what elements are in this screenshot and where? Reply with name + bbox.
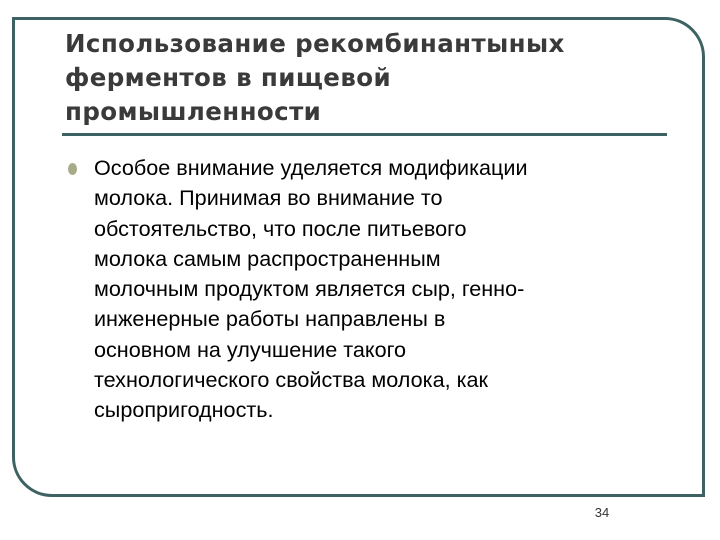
body-line: молока. Принимая во внимание то — [94, 185, 443, 211]
title-line: Использование рекомбинантыных — [65, 29, 565, 58]
title-divider — [62, 133, 667, 136]
body-line: молочным продуктом является сыр, генно- — [94, 276, 525, 302]
body-line: основном на улучшение такого — [94, 336, 406, 362]
page-number: 34 — [594, 505, 610, 520]
body-line: инженерные работы направлены в — [94, 306, 446, 332]
body-line: сыропригодность. — [94, 397, 274, 423]
bullet-icon — [68, 163, 77, 175]
title-line: ферментов в пищевой — [65, 63, 392, 92]
slide-title — [65, 27, 665, 129]
body-line: Особое внимание уделяется модификации — [94, 155, 528, 180]
body-line: молока самым распространенным — [94, 245, 441, 271]
bullet-text — [94, 153, 654, 426]
title-line: промышленности — [65, 97, 322, 126]
body-line: технологического свойства молока, как — [94, 367, 488, 393]
body-line: обстоятельство, что после питьевого — [94, 215, 467, 241]
